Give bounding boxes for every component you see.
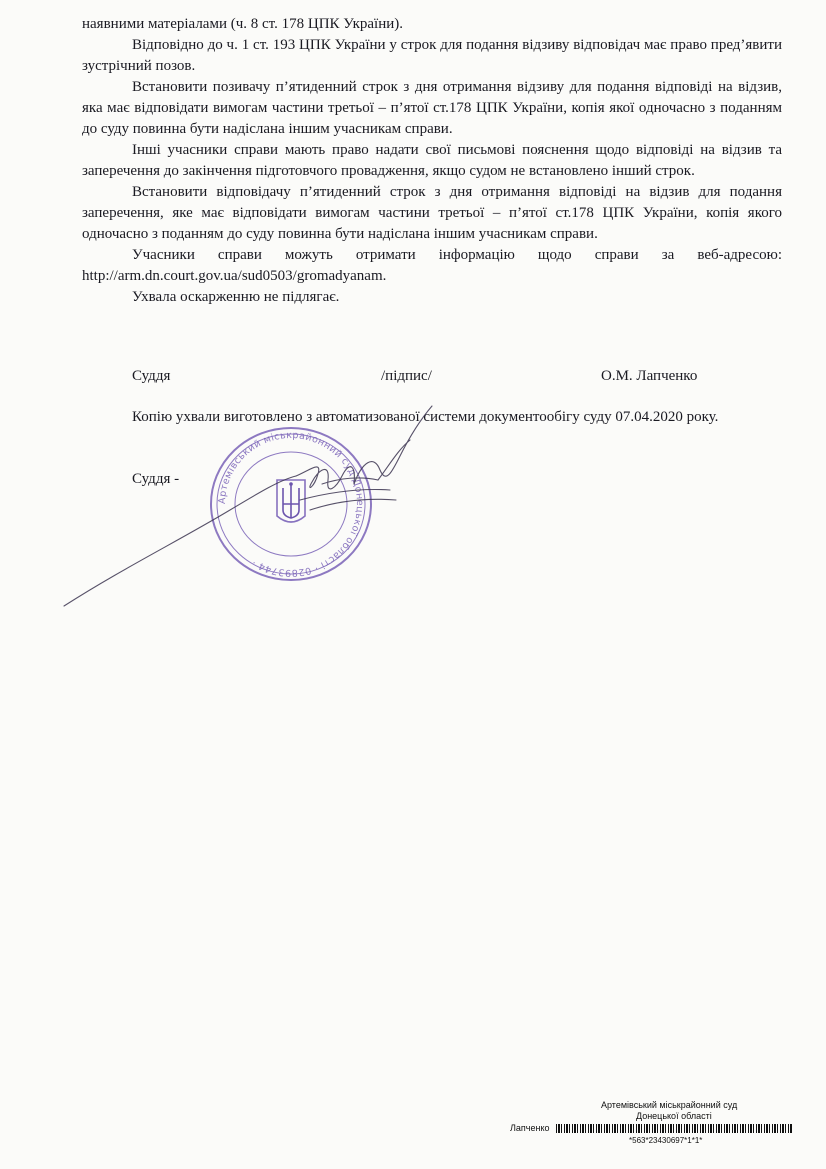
judge-dash-label: Суддя - [132,471,180,487]
judge-name: О.М. Лапченко [601,368,698,384]
paragraph-other-participants: Інші учасники справи мають право надати свої письмові пояснення щодо відповіді на відзив та заперечення до закінчення підготовчого провадження, якщо судом не встановлено інший строк. [82,142,782,179]
copy-note: Копію ухвали виготовлено з автоматизованої системи документообігу суду 07.04.2020 року. [132,409,719,425]
signature-placeholder: /підпис/ [381,368,432,384]
paragraph-web-address: Учасники справи можуть отримати інформацію щодо справи за веб-адресою: http://arm.dn.court.gov.ua/sud0503/gromadyanam. [82,247,782,284]
document-body [82,14,782,308]
footer-barcode-text: *563*23430697*1*1* [629,1136,703,1145]
paragraph-defendant-term: Встановити відповідачу п’ятиденний строк з дня отримання відповіді на відзив для подання заперечення, яке має відповідати вимогам частини третьої – п’ятої ст.178 ЦПК України, копія якого одночасно з поданням до суду повинна бути надіслана іншим учасникам справи. [82,184,782,242]
paragraph-plaintiff-term: Встановити позивачу п’ятиденний строк з дня отримання відзиву для подання відповіді на відзив, яка має відповідати вимогам частини третьої – п’ятої ст.178 ЦПК України, копія якої одночасно з поданням до суду повинна бути надіслана іншим учасникам справи. [82,79,782,137]
paragraph-prior-materials: наявними матеріалами (ч. 8 ст. 178 ЦПК України). [82,16,403,32]
judge-label: Суддя [132,368,171,384]
document-barcode [556,1124,792,1133]
handwritten-signature [60,400,460,610]
paragraph-counterclaim: Відповідно до ч. 1 ст. 193 ЦПК України у строк для подання відзиву відповідач має право пред’явити зустрічний позов. [82,37,782,74]
footer-region: Донецької області [636,1111,712,1121]
footer-court-name: Артемівський міськрайонний суд [601,1100,738,1110]
paragraph-not-appealable: Ухвала оскарженню не підлягає. [132,289,340,305]
svg-text:Артемівський міськрайонний суд: Артемівський міськрайонний суд Донецької області · 02893744 · [216,429,366,579]
footer-surname: Лапченко [510,1123,550,1133]
